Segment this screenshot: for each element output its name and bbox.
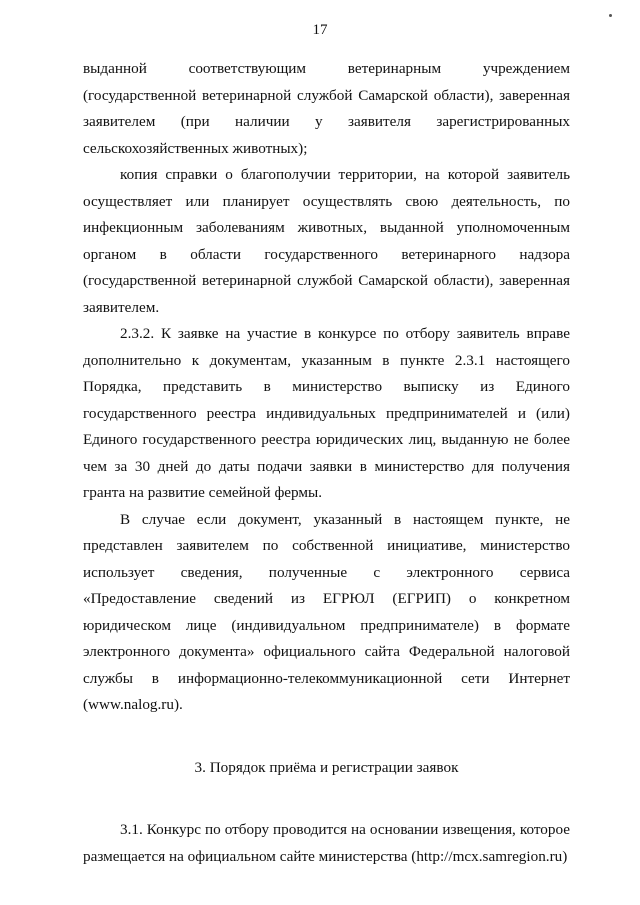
document-body	[83, 56, 570, 870]
paragraph-3-1: 3.1. Конкурс по отбору проводится на основании извещения, которое размещается на официальном сайте министерства (http://mcx.samregion.ru)	[83, 821, 570, 865]
scan-mark	[609, 14, 612, 17]
section-heading: 3. Порядок приёма и регистрации заявок	[194, 758, 459, 776]
paragraph-continuation: выданной соответствующим ветеринарным учреждением (государственной ветеринарной службой Самарской области), заверенная заявителем (при наличии у заявителя зарегистрированных сельскохозяйственных животных);	[83, 60, 570, 157]
paragraph-2-3-2: 2.3.2. К заявке на участие в конкурсе по отбору заявитель вправе дополнительно к документам, указанным в пункте 2.3.1 настоящего Порядка, представить в министерство выписку из Единого государственного реестра индивидуальных предпринимателей и (или) Единого государственного реестра юридических лиц, выданную не более чем за 30 дней до даты подачи заявки в министерство для получения гранта на развитие семейной фермы.	[83, 325, 570, 501]
paragraph-certificate-copy: копия справки о благополучии территории, на которой заявитель осуществляет или планирует осуществлять свою деятельность, по инфекционным заболеваниям животных, выданной уполномоченным органом в области государственного ветеринарного надзора (государственной ветеринарной службой Самарской области), заверенная заявителем.	[83, 166, 570, 316]
page-number: 17	[312, 22, 328, 38]
paragraph-if-not-submitted: В случае если документ, указанный в настоящем пункте, не представлен заявителем по собственной инициативе, министерство использует сведения, полученные с электронного сервиса «Предоставление сведений из ЕГРЮЛ (ЕГРИП) о конкретном юридическом лице (индивидуальном предпринимателе) в формате электронного документа» официального сайта Федеральной налоговой службы в информационно-телекоммуникационной сети Интернет (www.nalog.ru).	[83, 510, 570, 713]
